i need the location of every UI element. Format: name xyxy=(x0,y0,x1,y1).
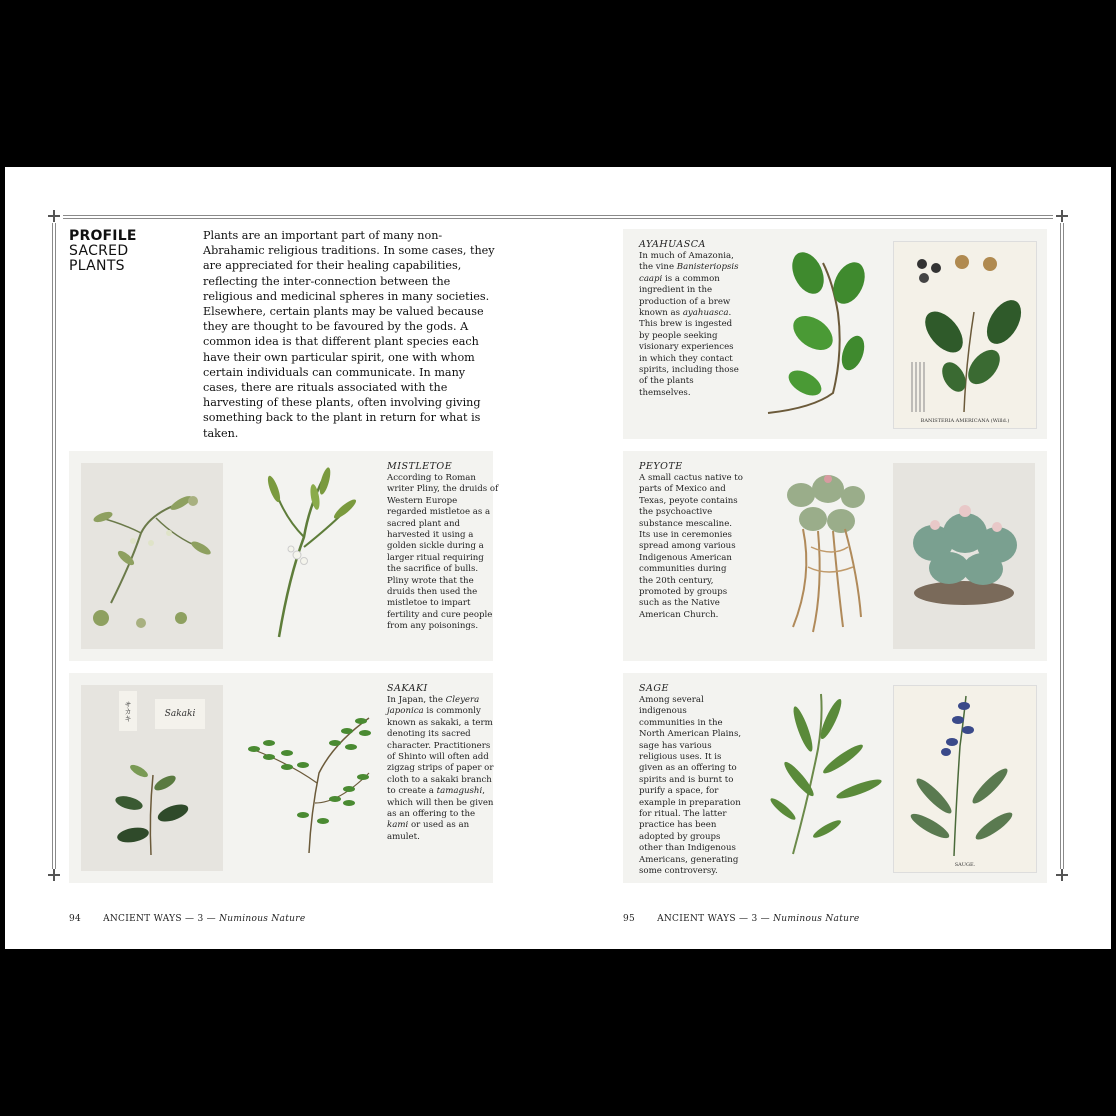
page-number-right: 95 xyxy=(623,914,636,924)
sakaki-photo xyxy=(81,685,223,871)
sakaki-japanese-label: サカキ xyxy=(119,691,137,731)
sage-plate-caption: SAUGE. xyxy=(954,862,976,868)
book-spread xyxy=(5,167,1111,949)
page-number-left: 94 xyxy=(69,914,82,924)
corner-ornament-icon xyxy=(1056,210,1068,222)
footer-series-right: ANCIENT WAYS — 3 — xyxy=(657,914,774,924)
sage-title: SAGE xyxy=(639,683,669,694)
profile-label: PROFILE xyxy=(69,228,137,244)
frame-top-line xyxy=(63,215,1053,216)
card-sage xyxy=(623,673,1047,883)
sage-body: Among several indigenous communities in the North American Plains, sage has various religious uses. It is given as an offering to spirits and is burnt to purify a space, for example in preparation for ritual. The latter practice has been adopted by groups other than Indigenous Americans, generating some controversy. xyxy=(639,695,742,877)
sakaki-name-card: Sakaki xyxy=(155,699,205,729)
footer-chapter-right: Numinous Nature xyxy=(773,914,860,924)
card-mistletoe xyxy=(69,451,499,661)
mistletoe-plate-illustration xyxy=(81,463,223,649)
footer-left xyxy=(69,914,305,924)
ayahuasca-plate-illustration xyxy=(894,242,1036,428)
mistletoe-sprig-illustration xyxy=(249,467,359,647)
card-sakaki xyxy=(69,673,493,883)
peyote-photo xyxy=(893,463,1035,649)
ayahuasca-vine-illustration xyxy=(763,243,883,423)
peyote-title: PEYOTE xyxy=(639,461,683,472)
footer-series-left: ANCIENT WAYS — 3 — xyxy=(103,914,220,924)
sakaki-branch-illustration xyxy=(239,703,379,863)
profile-title-line2: PLANTS xyxy=(69,258,125,274)
footer-chapter-left: Numinous Nature xyxy=(219,914,306,924)
frame-left-line xyxy=(52,223,53,869)
peyote-body: A small cactus native to parts of Mexico and Texas, peyote contains the psychoactive substance mescaline. Its use in ceremonies spread among various Indigenous American communities during the 20th century, promoted by groups such as the Native American Church. xyxy=(639,473,743,620)
footer-right xyxy=(623,914,859,924)
card-ayahuasca xyxy=(623,229,1047,439)
sage-botanical-plate xyxy=(893,685,1037,873)
card-peyote xyxy=(623,451,1047,661)
sage-sprig-illustration xyxy=(763,689,883,859)
peyote-root-illustration xyxy=(773,467,873,637)
profile-heading xyxy=(69,229,137,274)
ayahuasca-body: In much of Amazonia, the vine Banisteriopsis caapi is a common ingredient in the production of a brew known as ayahuasca. This brew is ingested by people seeking visionary experiences in which they contact spirits, including those of the plants themselves. xyxy=(639,251,739,398)
intro-paragraph: Plants are an important part of many non-Abrahamic religious traditions. In some cases, they are appreciated for their healing capabilities, reflecting the inter-connection between the religious and medicinal spheres in many societies. Elsewhere, certain plants may be valued because they are thought to be favoured by the gods. A common idea is that different plant species each have their own particular spirit, one with whom certain individuals can communicate. In many cases, there are rituals associated with the harvesting of these plants, often involving giving something back to the plant in return for what is taken. xyxy=(203,229,495,440)
mistletoe-title: MISTLETOE xyxy=(387,461,453,472)
ayahuasca-title: AYAHUASCA xyxy=(639,239,706,250)
frame-right-line xyxy=(1060,223,1061,869)
mistletoe-botanical-plate xyxy=(81,463,223,649)
sakaki-cutting-illustration xyxy=(81,685,223,871)
sage-plate-illustration xyxy=(894,686,1036,872)
peyote-cactus-illustration xyxy=(893,463,1035,649)
ayahuasca-plate-caption: BANISTERIA AMERICANA (Willd.) xyxy=(920,418,1010,424)
sakaki-body: In Japan, the Cleyera japonica is commonly known as sakaki, a term denoting its sacred character. Practitioners of Shinto will often add zigzag strips of paper or cloth to a sakaki branch to create a tamagushi, which will then be given as an offering to the kami or used as an amulet. xyxy=(387,695,494,842)
frame-top-line-inner xyxy=(63,218,1053,219)
ayahuasca-botanical-plate xyxy=(893,241,1037,429)
frame-right-line-inner xyxy=(1063,223,1064,869)
profile-title-line1: SACRED xyxy=(69,243,129,259)
sakaki-title: SAKAKI xyxy=(387,683,428,694)
frame-left-line-inner xyxy=(55,223,56,869)
mistletoe-body: According to Roman writer Pliny, the druids of Western Europe regarded mistletoe as a sacred plant and harvested it using a golden sickle during a larger ritual requiring the sacrifice of bulls. Pliny wrote that the druids then used the mistletoe to impart fertility and cure people from any poisonings. xyxy=(387,473,499,632)
corner-ornament-icon xyxy=(48,210,60,222)
corner-ornament-icon xyxy=(48,869,60,881)
corner-ornament-icon xyxy=(1056,869,1068,881)
